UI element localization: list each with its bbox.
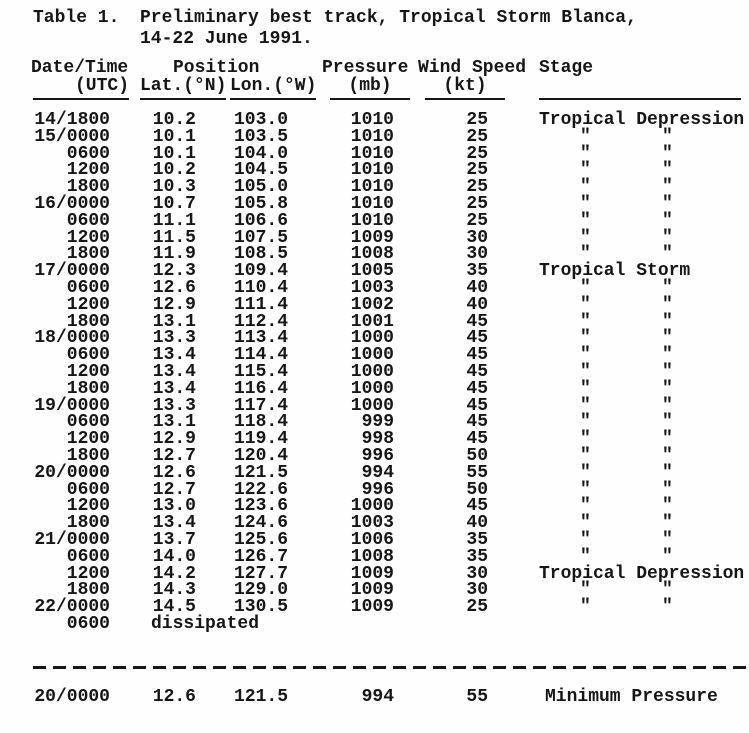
- cell-pressure: 1000: [350, 328, 394, 348]
- ditto-mark: ": [580, 379, 591, 399]
- cell-date-time: 0600: [66, 412, 110, 432]
- cell-wind-speed: 45: [466, 312, 488, 332]
- cell-wind-speed: 40: [466, 278, 488, 298]
- cell-latitude: 12.7: [152, 480, 196, 500]
- col-header-pressure: Pressure: [322, 58, 409, 78]
- cell-pressure: 1006: [350, 530, 394, 550]
- ditto-mark: ": [662, 194, 673, 214]
- cell-date-time: 1800: [66, 177, 110, 197]
- ditto-mark: ": [580, 278, 591, 298]
- ditto-mark: ": [580, 530, 591, 550]
- cell-date-time: 1200: [66, 160, 110, 180]
- cell-pressure: 1003: [350, 278, 394, 298]
- cell-latitude: 13.1: [152, 312, 196, 332]
- cell-latitude: 10.2: [152, 110, 196, 130]
- ditto-mark: ": [662, 278, 673, 298]
- cell-pressure: 1000: [350, 362, 394, 382]
- cell-wind-speed: 50: [466, 446, 488, 466]
- cell-date-time: 0600: [66, 480, 110, 500]
- cell-longitude: 123.6: [233, 496, 288, 516]
- cell-wind-speed: 30: [466, 228, 488, 248]
- cell-pressure: 1010: [350, 110, 394, 130]
- cell-longitude: 119.4: [233, 429, 288, 449]
- cell-pressure: 994: [361, 463, 394, 483]
- cell-date-time: 1800: [66, 446, 110, 466]
- cell-latitude: 14.0: [152, 547, 196, 567]
- ditto-mark: ": [580, 228, 591, 248]
- summary-wind: 55: [466, 687, 488, 707]
- dashed-separator: [33, 666, 746, 669]
- cell-date-time: 17/0000: [34, 261, 110, 281]
- cell-pressure: 1008: [350, 244, 394, 264]
- cell-wind-speed: 45: [466, 412, 488, 432]
- cell-wind-speed: 35: [466, 261, 488, 281]
- cell-latitude: 12.9: [152, 295, 196, 315]
- cell-date-time: 1200: [66, 362, 110, 382]
- cell-longitude: 110.4: [233, 278, 288, 298]
- ditto-mark: ": [662, 312, 673, 332]
- col-subheader-lon: Lon.(°W): [230, 76, 317, 96]
- cell-wind-speed: 45: [466, 379, 488, 399]
- cell-date-time: 1200: [66, 496, 110, 516]
- cell-latitude: 13.0: [152, 496, 196, 516]
- cell-date-time: 1800: [66, 580, 110, 600]
- ditto-mark: ": [662, 530, 673, 550]
- cell-pressure: 1009: [350, 580, 394, 600]
- ditto-mark: ": [662, 429, 673, 449]
- ditto-mark: ": [580, 312, 591, 332]
- ditto-mark: ": [580, 597, 591, 617]
- ditto-mark: ": [580, 194, 591, 214]
- ditto-mark: ": [662, 597, 673, 617]
- cell-latitude: 12.9: [152, 429, 196, 449]
- table-caption-line1: Preliminary best track, Tropical Storm Blanca,: [140, 8, 637, 28]
- cell-latitude: 13.4: [152, 379, 196, 399]
- cell-wind-speed: 25: [466, 597, 488, 617]
- cell-pressure: 1009: [350, 597, 394, 617]
- cell-longitude: 114.4: [233, 345, 288, 365]
- col-header-stage: Stage: [539, 58, 594, 78]
- cell-pressure: 999: [361, 412, 394, 432]
- cell-longitude: 113.4: [233, 328, 288, 348]
- cell-latitude: dissipated: [151, 614, 260, 634]
- cell-date-time: 20/0000: [34, 463, 110, 483]
- cell-wind-speed: 45: [466, 362, 488, 382]
- cell-pressure: 996: [361, 446, 394, 466]
- ditto-mark: ": [580, 463, 591, 483]
- ditto-mark: ": [662, 412, 673, 432]
- cell-date-time: 1200: [66, 429, 110, 449]
- cell-latitude: 10.3: [152, 177, 196, 197]
- cell-pressure: 1010: [350, 144, 394, 164]
- cell-longitude: 117.4: [233, 396, 288, 416]
- cell-pressure: 1010: [350, 211, 394, 231]
- col-header-date-time: Date/Time: [31, 58, 129, 78]
- cell-latitude: 12.3: [152, 261, 196, 281]
- cell-longitude: 124.6: [233, 513, 288, 533]
- cell-pressure: 996: [361, 480, 394, 500]
- cell-longitude: 103.0: [233, 110, 288, 130]
- cell-latitude: 10.2: [152, 160, 196, 180]
- cell-latitude: 13.3: [152, 328, 196, 348]
- col-subheader-mb: (mb): [348, 76, 392, 96]
- cell-pressure: 1010: [350, 177, 394, 197]
- cell-latitude: 14.3: [152, 580, 196, 600]
- ditto-mark: ": [580, 446, 591, 466]
- cell-latitude: 12.6: [152, 278, 196, 298]
- cell-longitude: 105.8: [233, 194, 288, 214]
- cell-latitude: 11.5: [152, 228, 196, 248]
- ditto-mark: ": [662, 144, 673, 164]
- cell-wind-speed: 35: [466, 547, 488, 567]
- cell-date-time: 19/0000: [34, 396, 110, 416]
- cell-longitude: 127.7: [233, 564, 288, 584]
- ditto-mark: ": [662, 513, 673, 533]
- ditto-mark: ": [580, 328, 591, 348]
- ditto-mark: ": [662, 379, 673, 399]
- ditto-mark: ": [662, 480, 673, 500]
- cell-longitude: 129.0: [233, 580, 288, 600]
- cell-longitude: 104.5: [233, 160, 288, 180]
- cell-latitude: 13.4: [152, 513, 196, 533]
- cell-pressure: 1009: [350, 228, 394, 248]
- ditto-mark: ": [662, 396, 673, 416]
- cell-longitude: 125.6: [233, 530, 288, 550]
- cell-date-time: 1200: [66, 295, 110, 315]
- column-underline: [230, 98, 316, 100]
- ditto-mark: ": [580, 295, 591, 315]
- cell-latitude: 13.4: [152, 362, 196, 382]
- ditto-mark: ": [580, 429, 591, 449]
- cell-pressure: 1003: [350, 513, 394, 533]
- ditto-mark: ": [662, 244, 673, 264]
- cell-pressure: 1010: [350, 127, 394, 147]
- ditto-mark: ": [580, 480, 591, 500]
- cell-date-time: 14/1800: [34, 110, 110, 130]
- cell-date-time: 1800: [66, 513, 110, 533]
- table-caption-line2: 14-22 June 1991.: [140, 29, 313, 49]
- cell-longitude: 104.0: [233, 144, 288, 164]
- cell-date-time: 0600: [66, 211, 110, 231]
- cell-wind-speed: 25: [466, 177, 488, 197]
- cell-pressure: 1009: [350, 564, 394, 584]
- cell-wind-speed: 35: [466, 530, 488, 550]
- col-subheader-kt: (kt): [443, 76, 487, 96]
- cell-wind-speed: 30: [466, 580, 488, 600]
- cell-longitude: 122.6: [233, 480, 288, 500]
- cell-stage: Tropical Storm: [539, 261, 691, 281]
- summary-lon: 121.5: [233, 687, 288, 707]
- cell-stage: Tropical Depression: [539, 110, 745, 130]
- cell-latitude: 12.6: [152, 463, 196, 483]
- cell-longitude: 111.4: [233, 295, 288, 315]
- cell-latitude: 13.3: [152, 396, 196, 416]
- cell-pressure: 1010: [350, 160, 394, 180]
- cell-date-time: 21/0000: [34, 530, 110, 550]
- cell-pressure: 1000: [350, 496, 394, 516]
- cell-latitude: 10.1: [152, 127, 196, 147]
- table-row: [0, 616, 749, 633]
- cell-longitude: 116.4: [233, 379, 288, 399]
- col-subheader-utc: (UTC): [74, 76, 129, 96]
- summary-lat: 12.6: [152, 687, 196, 707]
- column-underline: [330, 98, 410, 100]
- ditto-mark: ": [580, 144, 591, 164]
- cell-latitude: 10.1: [152, 144, 196, 164]
- ditto-mark: ": [662, 345, 673, 365]
- cell-wind-speed: 55: [466, 463, 488, 483]
- cell-wind-speed: 40: [466, 513, 488, 533]
- cell-wind-speed: 45: [466, 429, 488, 449]
- cell-latitude: 11.9: [152, 244, 196, 264]
- cell-pressure: 998: [361, 429, 394, 449]
- cell-pressure: 1008: [350, 547, 394, 567]
- cell-pressure: 1010: [350, 194, 394, 214]
- cell-pressure: 1000: [350, 345, 394, 365]
- cell-longitude: 112.4: [233, 312, 288, 332]
- cell-date-time: 15/0000: [34, 127, 110, 147]
- ditto-mark: ": [580, 547, 591, 567]
- cell-longitude: 130.5: [233, 597, 288, 617]
- table-caption-label: Table 1.: [33, 8, 120, 28]
- ditto-mark: ": [662, 228, 673, 248]
- col-header-wind-speed: Wind Speed: [418, 58, 527, 78]
- cell-pressure: 1001: [350, 312, 394, 332]
- cell-latitude: 14.5: [152, 597, 196, 617]
- cell-wind-speed: 25: [466, 194, 488, 214]
- summary-row: [0, 689, 749, 706]
- cell-longitude: 103.5: [233, 127, 288, 147]
- cell-longitude: 121.5: [233, 463, 288, 483]
- ditto-mark: ": [662, 211, 673, 231]
- ditto-mark: ": [662, 547, 673, 567]
- cell-wind-speed: 45: [466, 496, 488, 516]
- cell-date-time: 1200: [66, 228, 110, 248]
- cell-date-time: 1800: [66, 244, 110, 264]
- cell-longitude: 106.6: [233, 211, 288, 231]
- cell-latitude: 10.7: [152, 194, 196, 214]
- cell-date-time: 0600: [66, 144, 110, 164]
- cell-longitude: 118.4: [233, 412, 288, 432]
- cell-wind-speed: 25: [466, 110, 488, 130]
- cell-latitude: 13.1: [152, 412, 196, 432]
- ditto-mark: ": [662, 362, 673, 382]
- column-underline: [425, 98, 505, 100]
- ditto-mark: ": [580, 496, 591, 516]
- cell-longitude: 126.7: [233, 547, 288, 567]
- cell-wind-speed: 25: [466, 127, 488, 147]
- ditto-mark: ": [662, 160, 673, 180]
- col-subheader-lat: Lat.(°N): [140, 76, 227, 96]
- ditto-mark: ": [662, 177, 673, 197]
- ditto-mark: ": [580, 160, 591, 180]
- ditto-mark: ": [580, 177, 591, 197]
- ditto-mark: ": [662, 295, 673, 315]
- ditto-mark: ": [662, 463, 673, 483]
- cell-pressure: 1000: [350, 396, 394, 416]
- column-underline: [33, 98, 129, 100]
- cell-date-time: 0600: [66, 547, 110, 567]
- cell-wind-speed: 45: [466, 345, 488, 365]
- cell-longitude: 109.4: [233, 261, 288, 281]
- ditto-mark: ": [580, 127, 591, 147]
- cell-wind-speed: 40: [466, 295, 488, 315]
- cell-wind-speed: 45: [466, 328, 488, 348]
- cell-longitude: 107.5: [233, 228, 288, 248]
- cell-date-time: 1800: [66, 312, 110, 332]
- summary-label: Minimum Pressure: [545, 687, 718, 707]
- ditto-mark: ": [580, 580, 591, 600]
- column-underline: [140, 98, 226, 100]
- ditto-mark: ": [580, 396, 591, 416]
- summary-date: 20/0000: [34, 687, 110, 707]
- ditto-mark: ": [662, 328, 673, 348]
- cell-latitude: 14.2: [152, 564, 196, 584]
- ditto-mark: ": [580, 412, 591, 432]
- cell-latitude: 13.4: [152, 345, 196, 365]
- ditto-mark: ": [662, 496, 673, 516]
- ditto-mark: ": [580, 244, 591, 264]
- ditto-mark: ": [580, 362, 591, 382]
- ditto-mark: ": [580, 513, 591, 533]
- cell-longitude: 108.5: [233, 244, 288, 264]
- cell-stage: Tropical Depression: [539, 564, 745, 584]
- cell-date-time: 0600: [66, 614, 110, 634]
- cell-wind-speed: 30: [466, 564, 488, 584]
- summary-pressure: 994: [361, 687, 394, 707]
- cell-longitude: 120.4: [233, 446, 288, 466]
- cell-latitude: 13.7: [152, 530, 196, 550]
- cell-wind-speed: 25: [466, 144, 488, 164]
- ditto-mark: ": [580, 211, 591, 231]
- cell-date-time: 1200: [66, 564, 110, 584]
- cell-wind-speed: 25: [466, 160, 488, 180]
- table-row: [0, 599, 749, 616]
- cell-date-time: 1800: [66, 379, 110, 399]
- col-header-position: Position: [173, 58, 260, 78]
- cell-pressure: 1005: [350, 261, 394, 281]
- cell-longitude: 115.4: [233, 362, 288, 382]
- cell-date-time: 0600: [66, 345, 110, 365]
- ditto-mark: ": [662, 446, 673, 466]
- cell-latitude: 11.1: [152, 211, 196, 231]
- cell-date-time: 16/0000: [34, 194, 110, 214]
- cell-pressure: 1000: [350, 379, 394, 399]
- cell-wind-speed: 30: [466, 244, 488, 264]
- cell-latitude: 12.7: [152, 446, 196, 466]
- cell-date-time: 0600: [66, 278, 110, 298]
- column-underline: [539, 98, 741, 100]
- cell-pressure: 1002: [350, 295, 394, 315]
- ditto-mark: ": [662, 127, 673, 147]
- cell-wind-speed: 25: [466, 211, 488, 231]
- cell-wind-speed: 45: [466, 396, 488, 416]
- ditto-mark: ": [580, 345, 591, 365]
- cell-wind-speed: 50: [466, 480, 488, 500]
- cell-date-time: 18/0000: [34, 328, 110, 348]
- ditto-mark: ": [662, 580, 673, 600]
- cell-date-time: 22/0000: [34, 597, 110, 617]
- cell-longitude: 105.0: [233, 177, 288, 197]
